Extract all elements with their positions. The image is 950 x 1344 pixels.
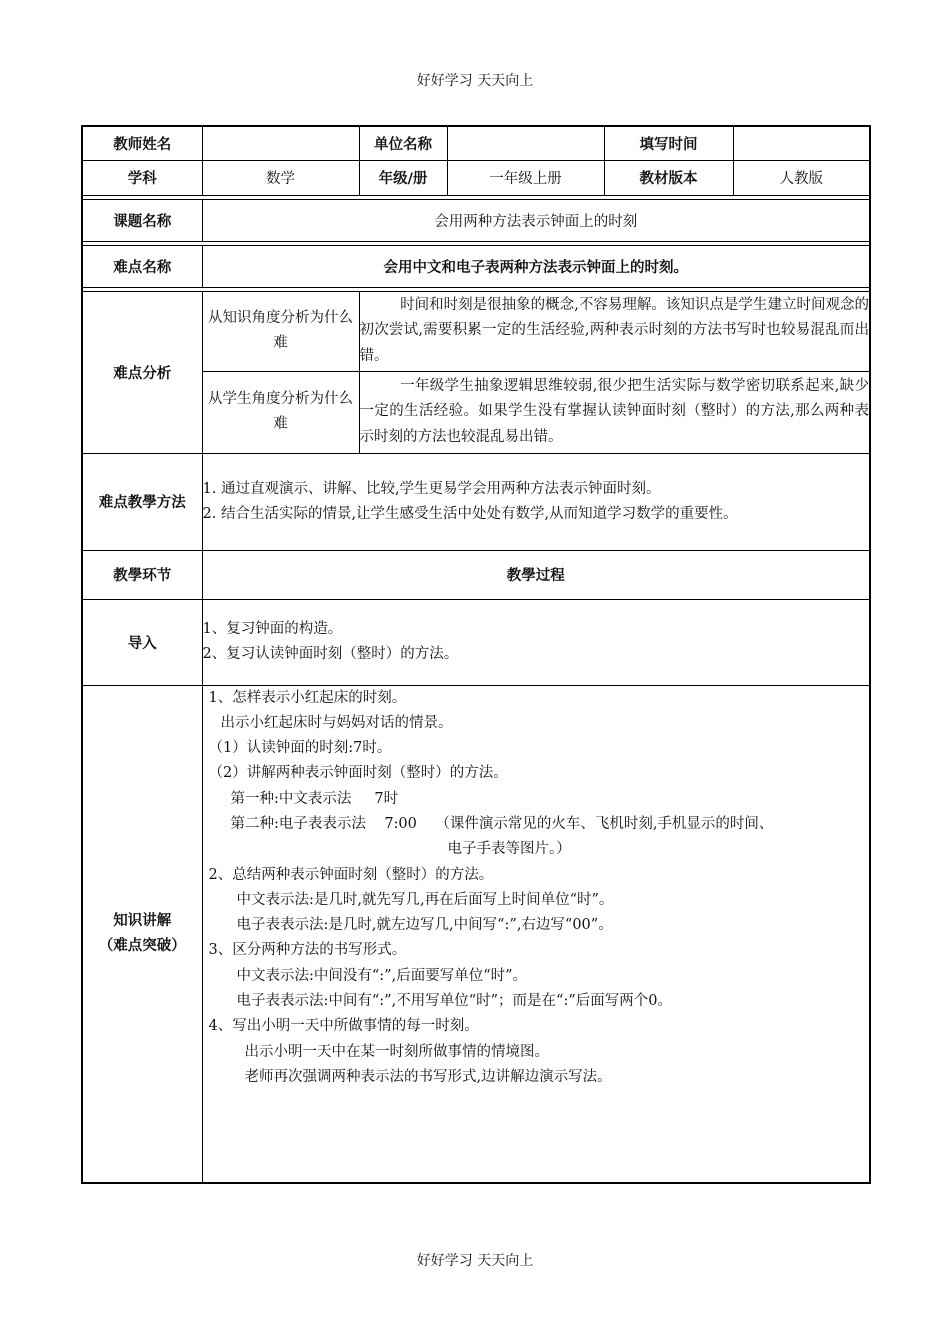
knowledge-label-line-2: （难点突破） [98,937,186,954]
grade-label: 年级/册 [359,160,447,195]
knowledge-label-line-1: 知识讲解 [113,912,172,929]
info-row-2 [82,160,870,195]
method-label: 难点教學方法 [82,453,202,550]
knowledge-line-10: 电子表表示法:是几时,就左边写几,中间写“:”,右边写“00”。 [236,917,613,934]
knowledge-row [82,685,870,1183]
subject-label: 学科 [82,160,202,195]
method-item-1: 1. 通过直观演示、讲解、比较,学生更易学会用两种方法表示钟面时刻。 [202,480,661,497]
knowledge-line-12: 中文表示法:中间没有“:”,后面要写单位“时”。 [236,967,528,984]
knowledge-line-9: 中文表示法:是几时,就先写几,再在后面写上时间单位“时”。 [236,891,614,908]
knowledge-label [82,685,202,1183]
knowledge-line-14: 4、写出小明一天中所做事情的每一时刻。 [208,1018,479,1035]
subject-value: 数学 [202,160,359,195]
difficulty-row [82,245,870,287]
difficulty-value: 会用中文和电子表两种方法表示钟面上的时刻。 [202,245,870,287]
knowledge-line-13: 电子表表示法:中间有“:”,不用写单位“时”；而是在“:”后面写两个0。 [236,993,672,1010]
grade-value: 一年级上册 [447,160,604,195]
process-stage-label: 教學环节 [82,550,202,599]
knowledge-line-3: （1）认读钟面的时刻:7时。 [208,740,392,757]
intro-item-2: 2、复习认读钟面时刻（整时）的方法。 [202,646,459,662]
method-row [82,453,870,550]
method-list [202,453,870,550]
lesson-plan-table [81,125,871,1184]
knowledge-line-4: （2）讲解两种表示钟面时刻（整时）的方法。 [208,765,508,782]
intro-row [82,599,870,685]
method-item-2: 2. 结合生活实际的情景,让学生感受生活中处处有数学,从而知道学习数学的重要性。 [202,505,738,522]
intro-item-1: 1、复习钟面的构造。 [202,621,343,637]
analysis-label: 难点分析 [82,291,202,453]
edition-value: 人教版 [733,160,870,195]
edition-label: 教材版本 [604,160,733,195]
fill-time-value[interactable] [733,126,870,160]
teacher-name-label: 教师姓名 [82,126,202,160]
knowledge-line-16: 老师再次强调两种表示法的书写形式,边讲解边演示写法。 [244,1068,612,1085]
student-angle-label: 从学生角度分析为什么难 [202,371,359,453]
knowledge-content [202,685,870,1183]
analysis-knowledge-row [82,291,870,371]
knowledge-line-7: 电子手表等图片。） [447,841,571,858]
fill-time-label: 填写时间 [604,126,733,160]
unit-value[interactable] [447,126,604,160]
topic-label: 课题名称 [82,199,202,241]
process-header-row [82,550,870,599]
page-footer: 好好学习 天天向上 [416,1253,534,1269]
knowledge-line-6: 第二种:电子表表示法 7:00 （课件演示常见的火车、飞机时刻,手机显示的时间、 [230,815,774,832]
unit-label: 单位名称 [359,126,447,160]
knowledge-angle-text: 时间和时刻是很抽象的概念,不容易理解。该知识点是学生建立时间观念的初次尝试,需要积累一定的生活经验,两种表示时刻的方法书写时也较易混乱而出错。 [359,291,870,371]
knowledge-line-11: 3、区分两种方法的书写形式。 [208,942,407,959]
intro-list [202,599,870,685]
topic-row [82,199,870,241]
difficulty-label: 难点名称 [82,245,202,287]
knowledge-line-8: 2、总结两种表示钟面时刻（整时）的方法。 [208,866,494,883]
process-header-value: 教學过程 [202,550,870,599]
student-angle-text: 一年级学生抽象逻辑思维较弱,很少把生活实际与数学密切联系起来,缺少一定的生活经验。如果学生没有掌握认读钟面时刻（整时）的方法,那么两种表示时刻的方法也较混乱易出错。 [359,371,870,453]
topic-value: 会用两种方法表示钟面上的时刻 [202,199,870,241]
intro-label: 导入 [82,599,202,685]
knowledge-angle-label: 从知识角度分析为什么难 [202,291,359,371]
knowledge-line-2: 出示小红起床时与妈妈对话的情景。 [220,714,453,731]
knowledge-line-1: 1、怎样表示小红起床的时刻。 [208,689,407,706]
teacher-name-value[interactable] [202,126,359,160]
info-row-1 [82,126,870,160]
page-header: 好好学习 天天向上 [416,73,534,89]
knowledge-line-15: 出示小明一天中在某一时刻所做事情的情境图。 [244,1043,549,1060]
knowledge-line-5: 第一种:中文表示法 7时 [230,790,399,807]
